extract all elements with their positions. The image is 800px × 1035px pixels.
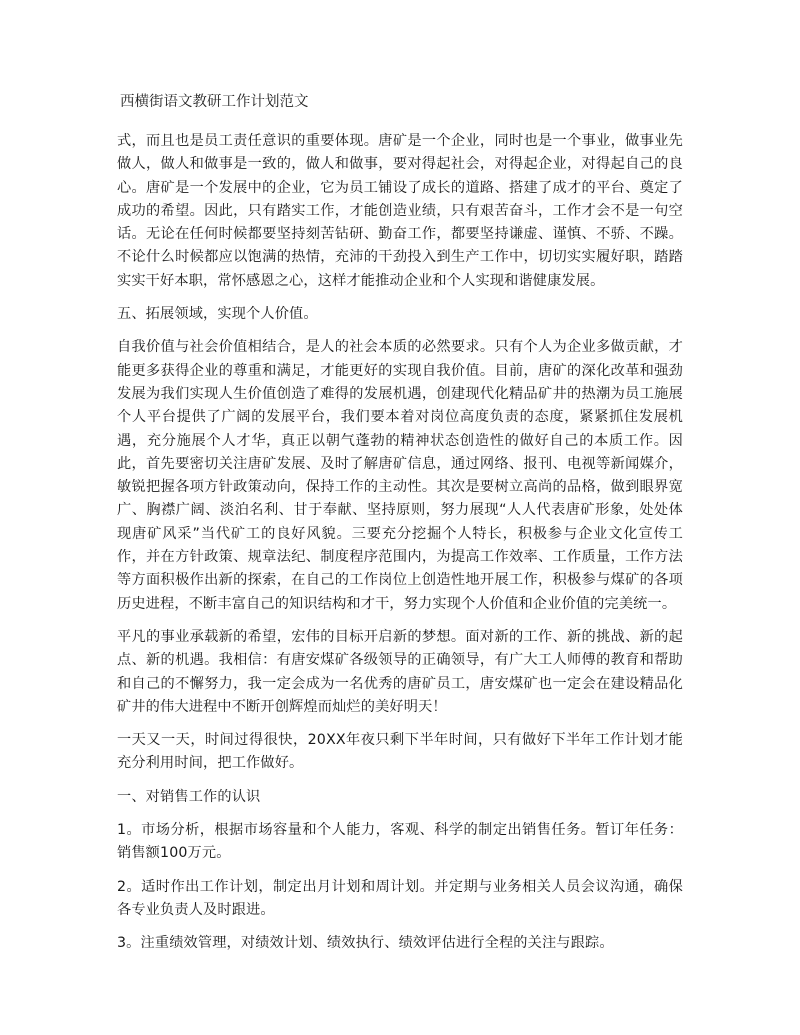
paragraph: 式，而且也是员工责任意识的重要体现。唐矿是一个企业，同时也是一个事业，做事业先做人，做人和做事是一致的，做人和做事，要对得起社会，对得起企业，对得起自己的良心。唐矿是一个发展中的企业，它为员工铺设了成长的道路、搭建了成才的平台、奠定了成功的希望。因此，只有踏实工作，才能创造业绩，只有艰苦奋斗，工作才会不是一句空话。无论在任何时候都要坚持刻苦钻研、勤奋工作，都要坚持谦虚、谨慎、不骄、不躁。不论什么时候都应以饱满的热情，充沛的干劲投入到生产工作中，切切实实履好职，踏踏实实干好本职，常怀感恩之心，这样才能推动企业和个人实现和谐健康发展。 <box>117 133 683 289</box>
paragraph: 一天又一天，时间过得很快，20XX年夜只剩下半年时间，只有做好下半年工作计划才能充分利用时间，把工作做好。 <box>117 732 683 772</box>
document-body <box>117 130 683 966</box>
section-heading: 五、拓展领域，实现个人价值。 <box>117 306 318 323</box>
list-item: 3。注重绩效管理，对绩效计划、绩效执行、绩效评估进行全程的关注与跟踪。 <box>117 935 614 952</box>
document-title: 西横街语文教研工作计划范文 <box>120 94 309 110</box>
paragraph: 平凡的事业承载新的希望，宏伟的目标开启新的梦想。面对新的工作、新的挑战、新的起点、新的机遇。我相信：有唐安煤矿各级领导的正确领导，有广大工人师傅的教育和帮助和自己的不懈努力，我一定会成为一名优秀的唐矿员工，唐安煤矿也一定会在建设精品化矿井的伟大进程中不断开创辉煌而灿烂的美好明天！ <box>117 628 683 715</box>
paragraph: 自我价值与社会价值相结合，是人的社会本质的必然要求。只有个人为企业多做贡献，才能更多获得企业的尊重和满足，才能更好的实现自我价值。目前，唐矿的深化改革和强劲发展为我们实现人生价值创造了难得的发展机遇，创建现代化精品矿井的热潮为员工施展个人平台提供了广阔的发展平台，我们要本着对岗位高度负责的态度，紧紧抓住发展机遇，充分施展个人才华，真正以朝气蓬勃的精神状态创造性的做好自己的本质工作。因此，首先要密切关注唐矿发展、及时了解唐矿信息，通过网络、报刊、电视等新闻媒介，敏锐把握各项方针政策动向，保持工作的主动性。其次是要树立高尚的品格，做到眼界宽广、胸襟广阔、淡泊名利、甘于奉献、坚持原则，努力展现“人人代表唐矿形象，处处体现唐矿风采”当代矿工的良好风貌。三要充分挖掘个人特长，积极参与企业文化宣传工作，并在方针政策、规章法纪、制度程序范围内，为提高工作效率、工作质量，工作方法等方面积极作出新的探索，在自己的工作岗位上创造性地开展工作，积极参与煤矿的各项历史进程，不断丰富自己的知识结构和才干，努力实现个人价值和企业价值的完美统一。 <box>117 339 683 612</box>
list-item: 2。适时作出工作计划，制定出月计划和周计划。并定期与业务相关人员会议沟通，确保各专业负责人及时跟进。 <box>117 878 683 918</box>
list-item: 1。市场分析，根据市场容量和个人能力，客观、科学的制定出销售任务。暂订年任务：销售额100万元。 <box>117 822 683 862</box>
section-heading: 一、对销售工作的认识 <box>117 788 261 805</box>
